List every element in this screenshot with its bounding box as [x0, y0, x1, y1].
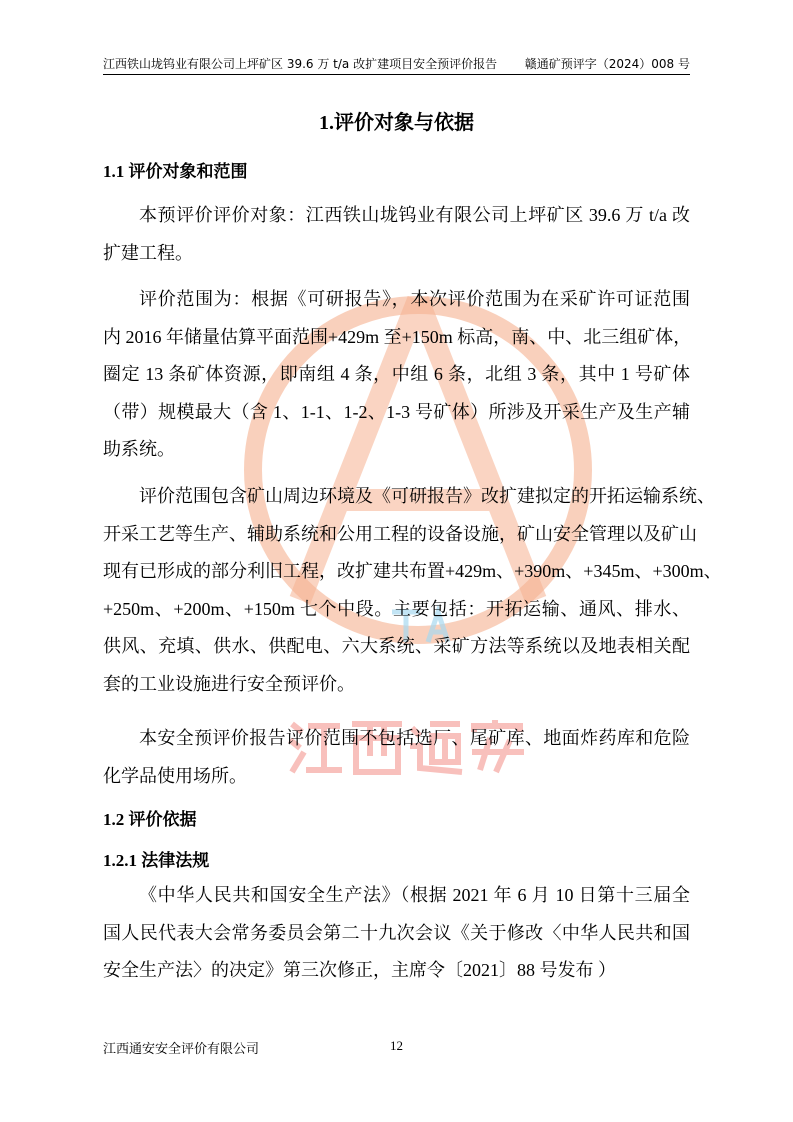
header-report-number: 赣通矿预评字（2024）008 号 [524, 57, 690, 71]
paragraph-4 [103, 720, 690, 795]
page-header [103, 56, 690, 75]
page-number: 12 [390, 1038, 403, 1053]
text-line: 圈定 13 条矿体资源，即南组 4 条，中组 6 条，北组 3 条，其中 1 号矿体 [103, 364, 690, 385]
text-line: 现有已形成的部分利旧工程，改扩建共布置+429m、+390m、+345m、+300m、 [103, 561, 722, 582]
footer-company: 江西通安安全评价有限公司 [103, 1042, 260, 1057]
text-line: 套的工业设施进行安全预评价。 [103, 673, 355, 694]
text-line: 安全生产法〉的决定》第三次修正，主席令〔2021〕88 号发布 ） [103, 960, 616, 981]
text-line: 本预评价评价对象：江西铁山垅钨业有限公司上坪矿区 39.6 万 t/a 改 [139, 205, 690, 225]
paragraph-1 [103, 197, 690, 272]
text-line: 国人民代表大会常务委员会第二十九次会议《关于修改〈中华人民共和国 [103, 922, 690, 943]
text-line: +250m、+200m、+150m 七个中段。主要包括：开拓运输、通风、排水、 [103, 598, 690, 619]
text-line: 本安全预评价报告评价范围不包括选厂、尾矿库、地面炸药库和危险 [139, 728, 690, 748]
paragraph-5 [103, 877, 690, 990]
section-heading-1-1: 1.1 评价对象和范围 [103, 162, 248, 181]
section-heading-1-2: 1.2 评价依据 [103, 810, 197, 829]
header-report-title: 江西铁山垅钨业有限公司上坪矿区 39.6 万 t/a 改扩建项目安全预评价报告 [103, 57, 498, 71]
text-line: 扩建工程。 [103, 242, 193, 263]
text-line: 助系统。 [103, 439, 175, 460]
section-heading-1-2-1: 1.2.1 法律法规 [103, 851, 210, 870]
text-line: （带）规模最大（含 1、1-1、1-2、1-3 号矿体）所涉及开采生产及生产辅 [103, 401, 690, 422]
chapter-title: 1.评价对象与依据 [319, 112, 474, 134]
paragraph-3 [103, 478, 722, 704]
text-line: 开采工艺等生产、辅助系统和公用工程的设备设施，矿山安全管理以及矿山 [103, 523, 697, 544]
text-line: 化学品使用场所。 [103, 765, 247, 786]
text-line: 内 2016 年储量估算平面范围+429m 至+150m 标高，南、中、北三组矿体， [103, 326, 692, 347]
text-line: 评价范围为：根据《可研报告》，本次评价范围为在采矿许可证范围 [139, 289, 690, 309]
paragraph-2 [103, 281, 690, 469]
text-line: 评价范围包含矿山周边环境及《可研报告》改扩建拟定的开拓运输系统、 [139, 486, 715, 506]
text-line: 供风、充填、供水、供配电、六大系统、采矿方法等系统以及地表相关配 [103, 636, 690, 657]
text-line: 《中华人民共和国安全生产法》（根据 2021 年 6 月 10 日第十三届全 [139, 885, 690, 905]
